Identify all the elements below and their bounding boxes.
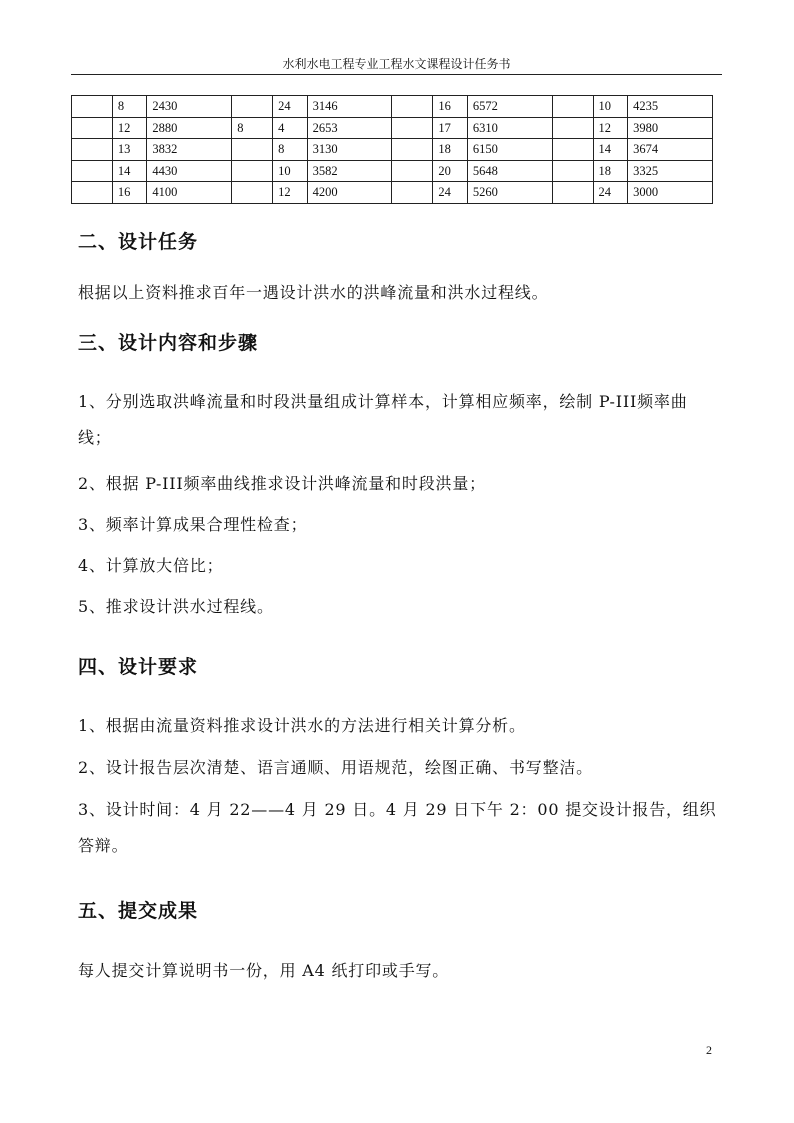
table-cell: 4100 <box>147 182 232 204</box>
table-row <box>72 96 713 118</box>
table-cell <box>552 117 593 139</box>
table-cell: 3582 <box>307 160 392 182</box>
table-cell: 3130 <box>307 139 392 161</box>
table-cell <box>232 139 273 161</box>
table-cell <box>232 160 273 182</box>
deliverables-text: 每人提交计算说明书一份，用 A4 纸打印或手写。 <box>78 961 450 980</box>
table-cell: 4430 <box>147 160 232 182</box>
requirement-item: 3、设计时间：4 月 22——4 月 29 日。4 月 29 日下午 2：00 提交设计报告，组织答辩。 <box>78 800 717 855</box>
table-cell: 10 <box>593 96 628 118</box>
table-cell: 3325 <box>628 160 713 182</box>
table-cell: 18 <box>433 139 468 161</box>
table-cell: 8 <box>273 139 308 161</box>
table-cell <box>392 139 433 161</box>
table-cell: 4235 <box>628 96 713 118</box>
table-cell: 8 <box>112 96 147 118</box>
table-cell <box>72 117 113 139</box>
content-step-item: 3、频率计算成果合理性检查； <box>78 515 308 534</box>
table-cell: 24 <box>433 182 468 204</box>
table-cell: 3000 <box>628 182 713 204</box>
table-cell: 4 <box>273 117 308 139</box>
section-heading-design-task: 二、设计任务 <box>78 231 199 253</box>
table-row <box>72 182 713 204</box>
table-cell: 24 <box>273 96 308 118</box>
table-cell: 3980 <box>628 117 713 139</box>
content-step-item: 4、计算放大倍比； <box>78 556 224 575</box>
table-cell <box>552 96 593 118</box>
table-cell: 14 <box>112 160 147 182</box>
table-cell: 16 <box>433 96 468 118</box>
table-cell: 3674 <box>628 139 713 161</box>
table-cell <box>232 182 273 204</box>
table-cell: 5648 <box>467 160 552 182</box>
table-cell: 6572 <box>467 96 552 118</box>
table-cell: 16 <box>112 182 147 204</box>
table-cell: 6150 <box>467 139 552 161</box>
table-cell: 17 <box>433 117 468 139</box>
table-cell: 2653 <box>307 117 392 139</box>
requirement-item: 2、设计报告层次清楚、语言通顺、用语规范，绘图正确、书写整洁。 <box>78 758 593 777</box>
content-step-item: 2、根据 P-III频率曲线推求设计洪峰流量和时段洪量； <box>78 474 486 493</box>
table-cell: 20 <box>433 160 468 182</box>
section-heading-design-requirements: 四、设计要求 <box>78 656 199 678</box>
table-cell <box>552 139 593 161</box>
table-cell: 13 <box>112 139 147 161</box>
section-heading-design-content: 三、设计内容和步骤 <box>78 332 259 354</box>
table-cell <box>552 160 593 182</box>
table-cell <box>392 160 433 182</box>
table-cell: 2430 <box>147 96 232 118</box>
table-row <box>72 139 713 161</box>
table-row <box>72 117 713 139</box>
section-heading-deliverables: 五、提交成果 <box>78 900 199 922</box>
running-header: 水利水电工程专业工程水文课程设计任务书 <box>71 54 722 75</box>
table-cell <box>552 182 593 204</box>
table-row <box>72 160 713 182</box>
table-cell: 3146 <box>307 96 392 118</box>
table-cell: 2880 <box>147 117 232 139</box>
table-cell: 3832 <box>147 139 232 161</box>
table-cell: 24 <box>593 182 628 204</box>
table-cell <box>72 139 113 161</box>
design-task-text: 根据以上资料推求百年一遇设计洪水的洪峰流量和洪水过程线。 <box>78 283 549 302</box>
table-cell: 6310 <box>467 117 552 139</box>
table-cell <box>72 96 113 118</box>
table-body <box>72 96 713 204</box>
table-cell: 12 <box>593 117 628 139</box>
table-cell <box>392 182 433 204</box>
table-cell <box>392 117 433 139</box>
table-cell: 8 <box>232 117 273 139</box>
table-cell <box>72 182 113 204</box>
table-cell: 14 <box>593 139 628 161</box>
requirement-item: 1、根据由流量资料推求设计洪水的方法进行相关计算分析。 <box>78 716 526 735</box>
table-cell <box>232 96 273 118</box>
table-cell: 12 <box>112 117 147 139</box>
table-cell: 4200 <box>307 182 392 204</box>
table-cell: 18 <box>593 160 628 182</box>
table-cell: 5260 <box>467 182 552 204</box>
table-cell <box>72 160 113 182</box>
content-step-item: 1、分别选取洪峰流量和时段洪量组成计算样本，计算相应频率，绘制 P-III频率曲线； <box>78 392 688 447</box>
flood-data-table <box>71 95 713 204</box>
table-cell: 10 <box>273 160 308 182</box>
table-cell <box>392 96 433 118</box>
table-cell: 12 <box>273 182 308 204</box>
page-number: 2 <box>706 1043 712 1057</box>
content-step-item: 5、推求设计洪水过程线。 <box>78 597 274 616</box>
